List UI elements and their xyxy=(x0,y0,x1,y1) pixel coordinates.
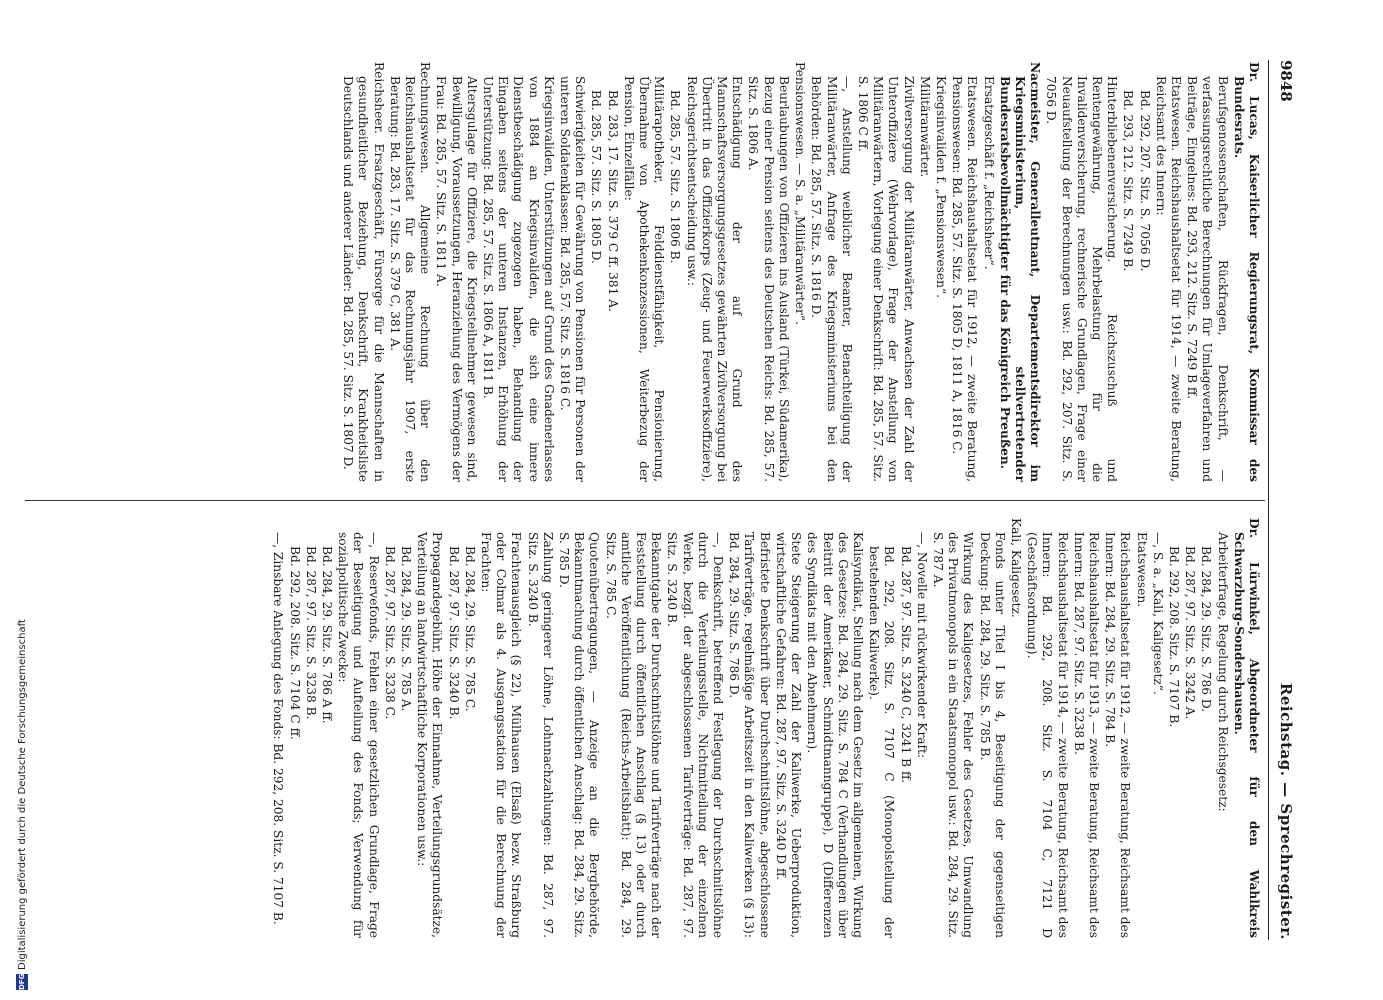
register-entry: Bd. 293, 212. Sitz. S. 7249 B. xyxy=(1121,90,1136,272)
register-entry: —, Zinsbare Anlegung des Fonds: Bd. 292, 208. Sitz. S. 7107 B. xyxy=(271,532,286,925)
register-entry: Entschädigung der auf Grund des Mannschaftsversorgungsgesetzes gewährten Zivilversorgung bei Übertritt in das Offizierkorps (Zeug- und Feuerwerksoffiziere), Reichsgerichtsentscheidung usw.: xyxy=(684,76,745,482)
register-entry: Etatswesen. xyxy=(1134,532,1149,608)
register-entry: Bd. 284, 29. Sitz. S. 785 A. xyxy=(399,546,414,712)
register-entry: Frachtenausgleich (§ 22), Mülhausen (Elsaß) bezw. Straßburg oder Colmar als 4. Ausgangsstation für die Berechnung der Frachten: xyxy=(479,532,524,938)
register-entry: Altersgulage für Offiziere, die Kriegsteilnehmer gewesen sind, Bewilligung, Voraussetzungen, Heranziehung des Vermögens der Frau: Bd. 285, 57. Sitz. S. 1811 A. xyxy=(434,76,479,482)
register-entry: Stete Steigerung der Zahl der Kaliwerke, Ueberproduktion, wirtschaftliche Gefahren: Bd. 287, 97. Sitz. S. 3240 D ff. xyxy=(773,532,804,938)
register-entry: Reichshaushaltsetat für 1914, — zweite Beratung, Reichsamt des Innern: Bd. 292, 208. Sitz. S. 7104 C, 7121 D (Geschäftsordnung). xyxy=(1025,532,1070,938)
register-entry: Bd. 284, 29. Sitz. S. 786 A ff. xyxy=(320,546,335,724)
register-entry: Bd. 292, 208. Sitz. S. 7107 C (Monopolstellung der bestehenden Kaliwerke). xyxy=(867,546,897,938)
register-entry: Reichsheer. Ersatzgeschäft, Fürsorge für die Mannschaften in gesundheitlicher Beziehung, Denkschrift, Krankheitsliste Deutschlands und anderer Länder: Bd. 285, 57. Sitz. S. 1807 D. xyxy=(341,62,386,482)
register-entry: Quotenübertragungen, — Anzeige an die Bergbehörde, Bekanntmachung durch öffentlichen Anschlag: Bd. 284, 29. Sitz. S. 785 D. xyxy=(557,532,602,938)
header-rule xyxy=(1268,60,1269,940)
register-entry: Ersatzgeschäft f. „Reichsheer“. xyxy=(981,76,996,270)
register-entry: Bd. 287, 97. Sitz. S. 3240 B. xyxy=(446,546,461,720)
register-entry: Bekanntgabe der Durchschnittslöhne und Tarifverträge nach der Feststellung durch öffentlichen Anschlag (§ 13) oder durch amtliche Veröffentlichung (Reichs-Arbeitsblatt): Bd. 284, 29. Sitz. S. 785 C. xyxy=(603,532,664,938)
register-entry: Reichshaushaltsetat für 1912, — zweite Beratung, Reichsamt des Innern: Bd. 284, 29. Sitz. S. 784 B. xyxy=(1103,532,1133,938)
register-entry: Wirkung des Kaligesetzes, Fehler des Gesetzes, Umwandlung des Privatmonopols in ein Staatsmonopol usw.: Bd. 284, 29. Sitz. S. 787 A. xyxy=(930,532,976,938)
register-entry: Bd. 287, 97. Sitz. S. 3238 B. xyxy=(303,546,318,720)
register-entry: Bd. 287, 97. Sitz. S. 3240 C, 3241 B ff. xyxy=(898,546,913,784)
register-entry: Nacmeister, Generalleutnant, Departementsdirektor im Kriegsministerium, stellvertretender Bundesratsbevollmächtigter für das Königreich Preußen. xyxy=(997,62,1043,482)
register-entry: Hinterbliebenenversicherung. Reichszuschuß und Rentengewährung, Mehrbelastung für die Invalidenversicherung, rechnerische Grundlagen, Frage einer Neuaufstellung der Berechnungen usw.: Bd. 292, 207. Sitz. S. 7056 D. xyxy=(1044,76,1120,482)
register-entry: —, S. a. „Kali, Kaligesetz“. xyxy=(1150,532,1165,695)
register-entry: Befristete Denkschrift über Durchschnittslöhne, abgeschlossene Tarifverträge, regelmäßige Arbeitszeit in den Kaliwerken (§ 13): Bd. 284, 29. Sitz. S. 786 D. xyxy=(727,532,772,938)
left-column xyxy=(339,62,1261,482)
register-entry: Kalisyndikat, Stellung nach dem Gesetz im allgemeinen, Wirkung des Gesetzes: Bd. 284, 29. Sitz. S. 784 C (Verhandlungen über Beitritt der Amerikaner, Schmidtmanngruppe), D (Differenzen des Syndikats mit den Abnehmern). xyxy=(805,532,865,938)
register-entry: Schwierigkeiten für Gewährung von Pensionen für Personen der unteren Soldatenklassen: Bd. 285, 57. Sitz. S. 1816 C. xyxy=(558,76,588,482)
register-entry: Bd. 292, 208. Sitz. S. 7104 C ff. xyxy=(287,546,302,740)
register-entry: Pensionswesen. — S. a. „Militäranwärter“. xyxy=(793,62,808,325)
right-column xyxy=(269,518,1261,938)
dfg-logo: DFG xyxy=(18,973,26,990)
footer-text: Digitalisierung gefördert durch die Deutsche Forschungsgemeinschaft xyxy=(16,619,28,970)
register-entry: Etatswesen. Reichshaushaltsetat für 1914, — zweite Beratung, Reichsamt des Innern: xyxy=(1153,76,1183,482)
register-entry: Rechnungswesen. Allgemeine Rechnung über den Reichshaushaltsetat für das Rechnungsjahr 1907, erste Beratung: Bd. 283, 17. Sitz. S. 379 C, 381 A. xyxy=(387,62,433,482)
register-entry: Bd. 287, 97. Sitz. S. 3238 C. xyxy=(382,546,397,720)
register-entry: —, Anstellung weiblicher Beamter, Benachteiligung der Militäranwärter, Anfrage des Kriegsministeriums bei den Behörden: Bd. 285, 57. Sitz. S. 1816 D. xyxy=(809,76,854,482)
register-entry: Kali, Kaligesetz. xyxy=(1008,518,1023,618)
register-entry: Militärapotheker, Felddienstfähigkeit, Pensionierung, Übernahme von Apothekenkonzessionen, Weiterbezug der Pension, Einzelfälle: xyxy=(621,76,667,482)
register-entry: Dr. Lürwinkel, Abgeordneter für den Wahlkreis Schwarzburg-Sondershausen. xyxy=(1231,518,1261,938)
register-entry: Bd. 285, 57. Sitz. S. 1806 B. xyxy=(668,90,683,264)
register-entry: Zivilversorgung der Militäranwärter, Anwachsen der Zahl der Unteroffiziere (Wehrvorlage), Frage der Anstellung von Militäranwärtern, Vorlegung einer Denkschrift: Bd. 285, 57. Sitz. S. 1806 C ff. xyxy=(855,76,916,482)
register-entry: Arbeiterfrage, Regelung durch Reichsgesetz: xyxy=(1215,532,1230,812)
register-entry: Bd. 292, 208. Sitz. S. 7107 B. xyxy=(1166,546,1181,728)
register-entry: Fonds unter Titel I bis 4, Beseitigung der gegenseitigen Deckung: Bd. 284, 29. Sitz. S. 785 B. xyxy=(977,532,1007,938)
register-entry: Bd. 284, 29. Sitz. S. 785 C. xyxy=(462,546,477,712)
register-entry: Berufsgenossenschaften, Rückfragen, Denkschrift, — verfassungsrechtliche Berechnungen für Umlageverfahren und Beiträge, Eingelnes: Bd. 293, 212. Sitz. S. 7249 B ff. xyxy=(1185,76,1230,482)
register-entry: Militäranwärter. xyxy=(917,76,932,178)
running-head: Reichstag. — Sprechregister. xyxy=(1277,682,1295,940)
register-entry: —, Novelle mit rückwirkender Kraft: xyxy=(914,532,929,759)
register-entry: Propagandegebühr, Höhe der Einnahme, Verteilungsgrundsätze, Verteilung an landwirtschaftliche Korporationen usw.: xyxy=(415,532,445,938)
register-entry: Etatswesen. Reichshaushaltsetat für 1912, — zweite Beratung, Pensionswesen: Bd. 285, 57. Sitz. S. 1805 D, 1811 A, 1816 C. xyxy=(950,76,980,482)
register-entry: Bd. 284, 29. Sitz. S. 786 D. xyxy=(1199,546,1214,713)
register-entry: Bd. 285, 57. Sitz. S. 1805 D. xyxy=(589,90,604,264)
register-entry: Bd. 292, 207. Sitz. S. 7056 D. xyxy=(1137,90,1152,272)
register-entry: Reichshaushaltsetat für 1913, — zweite Beratung, Reichsamt des Innern: Bd. 287, 97. Sitz. S. 3238 B. xyxy=(1071,532,1101,938)
register-entry: Bd. 283, 17. Sitz. S. 379 C ff. 381 A. xyxy=(605,90,620,312)
register-entry: Dr. Lucas, Kaiserlicher Regierungsrat, Kommissar des Bundesrats. xyxy=(1231,62,1261,482)
footer xyxy=(16,619,28,990)
register-entry: Bd. 287, 97. Sitz. S. 3242 A. xyxy=(1183,546,1198,720)
register-entry: —, Reservefonds, Fehlen einer gesetzlichen Grundlage, Frage der Beseitigung und Aufteilung des Fonds; Verwendung für sozialpolitische Zwecke: xyxy=(336,532,381,938)
register-entry: Zahlung geringerer Löhne, Lohnnachzahlungen: Bd. 287, 97. Sitz. S. 3240 B. xyxy=(525,532,555,938)
register-entry: Kriegsinvaliden, Unterstützungen auf Grund des Gnadenerlasses von 1884 an Kriegsinvaliden, die sich eine innere Dienstbeschädigung zugezogen haben, Behandlung der Eingaben seitens der unteren Instanzen, Erhöhung der Unterstützung: Bd. 285, 57. Sitz. S. 1806 A, 1811 B. xyxy=(481,76,556,482)
page-header xyxy=(1271,60,1295,940)
register-entry: —, Denkschrift, betreffend Festlegung der Durchschnittslöhne durch die Verteilungsstelle, Nichtmitteilung der einzelnen Werke, bezgl. der abgeschlossenen Tarifverträge: Bd. 287, 97. Sitz. S. 3240 B. xyxy=(665,532,726,938)
page-number: 9848 xyxy=(1277,60,1295,102)
register-entry: Kriegsinvaliden f. „Pensionswesen“. xyxy=(933,76,948,299)
column-divider xyxy=(25,500,1265,501)
register-entry: Beurlaubungen von Offizieren ins Ausland (Türkei, Südamerika), Bezug einer Pension seitens des Deutschen Reichs: Bd. 285, 57. Sitz. S. 1806 A. xyxy=(746,76,791,482)
